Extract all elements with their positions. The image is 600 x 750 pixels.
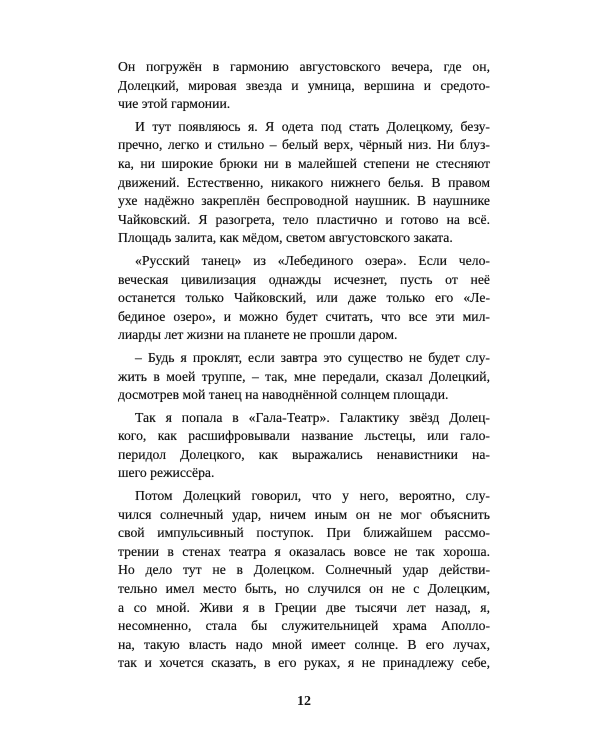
text-line: «Русский танец» из «Лебединого озера». Если чело- xyxy=(135,252,490,268)
paragraph xyxy=(118,487,490,673)
text-line: жить в моей труппе, – так, мне передали, сказал Долецкий, xyxy=(118,368,490,384)
text-line: тельно имел место быть, но случился он не с Долецким, xyxy=(118,581,490,597)
text-line: а со мной. Живи я в Греции две тысячи лет назад, я, xyxy=(118,599,490,615)
text-line: Долецкий, мировая звезда и умница, вершина и средото- xyxy=(118,77,490,93)
text-line: движений. Естественно, никакого нижнего белья. В правом xyxy=(118,174,490,190)
text-line: пречно, легко и стильно – белый верх, чёрный низ. Ни блуз- xyxy=(118,137,490,153)
body-text xyxy=(118,58,490,673)
text-line: Потом Долецкий говорил, что у него, вероятно, слу- xyxy=(135,488,490,504)
text-line: досмотрев мой танец на наводнённой солнцем площади. xyxy=(118,387,449,403)
text-line: чие этой гармонии. xyxy=(118,96,231,112)
text-line: трении в стенах театра я оказалась вовсе не так хороша. xyxy=(118,543,490,559)
text-line: веческая цивилизация однажды исчезнет, пусть от неё xyxy=(118,271,490,287)
text-line: останется только Чайковский, или даже только его «Ле- xyxy=(118,290,490,306)
text-line: бединое озеро», и можно будет считать, что все эти мил- xyxy=(118,308,490,324)
text-line: – Будь я проклят, если завтра это существо не будет слу- xyxy=(135,349,490,365)
paragraph xyxy=(118,349,490,405)
text-line: перидол Долецкого, как выражались ненавистники на- xyxy=(118,446,490,462)
text-line: И тут появляюсь я. Я одета под стать Долецкому, безу- xyxy=(135,118,490,134)
paragraph xyxy=(118,118,490,248)
text-line: Но дело тут не в Долецком. Солнечный удар действи- xyxy=(118,562,490,578)
paragraph xyxy=(118,252,490,345)
text-line: Так я попала в «Гала-Театр». Галактику звёзд Долец- xyxy=(135,409,490,425)
text-line: Площадь залита, как мёдом, светом августовского заката. xyxy=(118,230,453,246)
text-line: свой импульсивный поступок. При ближайшем рассмо- xyxy=(118,525,490,541)
text-line: Чайковский. Я разогрета, тело пластично и готово на всё. xyxy=(118,211,490,227)
text-line: несомненно, стала бы служительницей храма Аполло- xyxy=(118,618,490,634)
text-line: кого, как расшифровывали название льстецы, или гало- xyxy=(118,428,490,444)
paragraph xyxy=(118,58,490,114)
text-line: Он погружён в гармонию августовского вечера, где он, xyxy=(118,59,490,74)
paragraph xyxy=(118,409,490,483)
text-line: ка, ни широкие брюки ни в малейшей степени не стесняют xyxy=(118,155,490,171)
text-line: ухе надёжно закреплён беспроводной наушник. В наушнике xyxy=(118,193,490,209)
text-line: чился солнечный удар, ничем иным он не мог объяснить xyxy=(118,506,490,522)
text-line: на, такую власть надо мной имеет солнце. В его лучах, xyxy=(118,636,490,652)
text-line: шего режиссёра. xyxy=(118,465,215,481)
text-line: так и хочется сказать, в его руках, я не принадлежу себе, xyxy=(118,655,490,671)
page-number: 12 xyxy=(297,694,311,709)
text-line: лиарды лет жизни на планете не прошли даром. xyxy=(118,327,398,343)
